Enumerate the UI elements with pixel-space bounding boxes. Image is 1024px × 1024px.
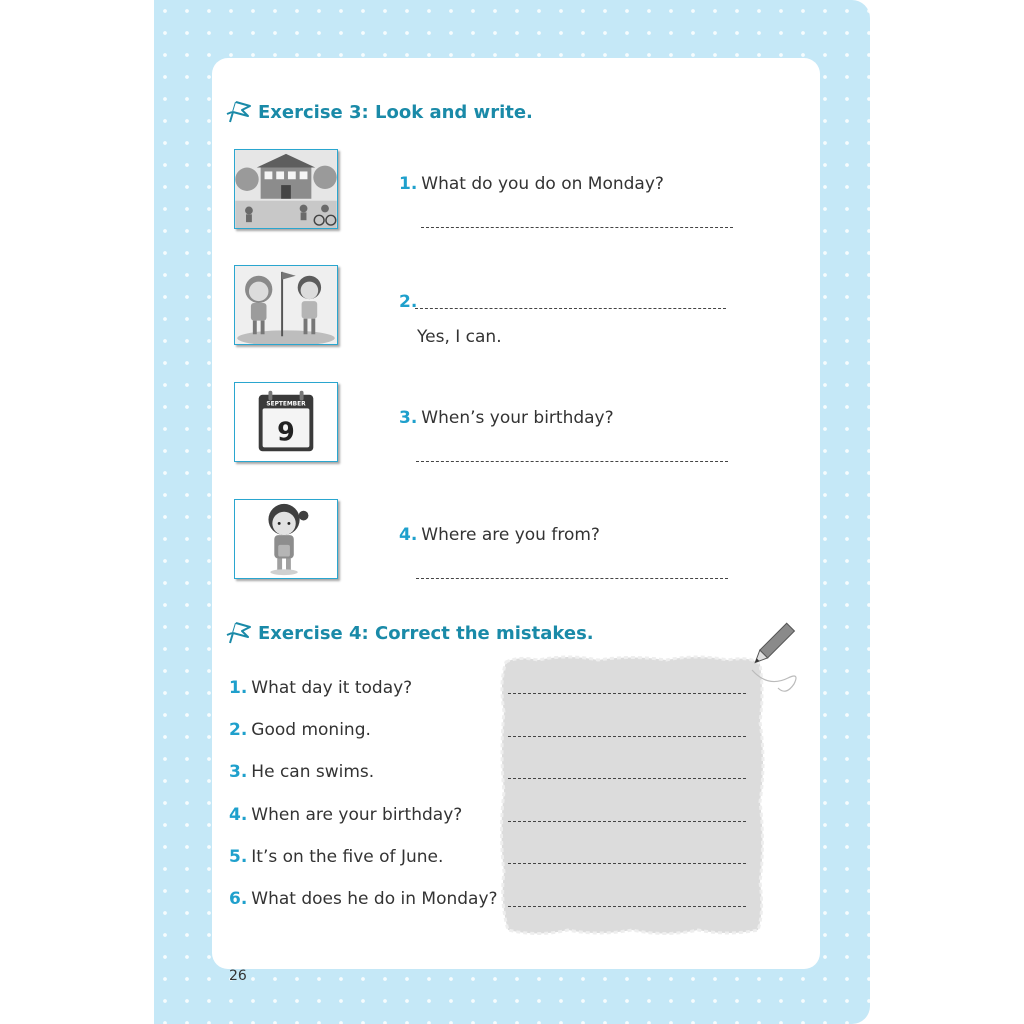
- calendar-day: 9: [277, 416, 295, 447]
- exercise-3-heading: [226, 100, 533, 124]
- exercise-4-item-6: [229, 889, 498, 909]
- exercise-3-question-4: [399, 525, 600, 545]
- children-image: [234, 265, 338, 345]
- calendar-image: [234, 382, 338, 462]
- exercise-3-question-2: [399, 292, 421, 312]
- flag-icon: [226, 100, 254, 124]
- question-number: 4.: [399, 525, 418, 545]
- girl-image: [234, 499, 338, 579]
- item-number: 5.: [229, 847, 248, 867]
- correction-line-4[interactable]: [508, 821, 746, 822]
- answer-box-shape: [498, 652, 766, 938]
- item-number: 3.: [229, 762, 248, 782]
- question-text: When’s your birthday?: [421, 408, 614, 428]
- school-image: [234, 149, 338, 229]
- exercise-4-item-2: [229, 720, 371, 740]
- flag-icon: [226, 621, 254, 645]
- question-number: 1.: [399, 174, 418, 194]
- correction-line-5[interactable]: [508, 863, 746, 864]
- item-number: 1.: [229, 678, 248, 698]
- correction-line-3[interactable]: [508, 778, 746, 779]
- exercise-4-item-5: [229, 847, 443, 867]
- item-text: He can swims.: [251, 762, 375, 782]
- pencil-icon: [738, 618, 800, 698]
- item-text: What day it today?: [251, 678, 413, 698]
- exercise-3-question-3: [399, 408, 614, 428]
- item-number: 4.: [229, 805, 248, 825]
- page-number: 26: [229, 968, 247, 984]
- item-number: 2.: [229, 720, 248, 740]
- question-text: Where are you from?: [421, 525, 600, 545]
- answer-line-3[interactable]: [416, 461, 728, 462]
- item-text: What does he do in Monday?: [251, 889, 498, 909]
- correction-line-2[interactable]: [508, 736, 746, 737]
- exercise-4-item-4: [229, 805, 462, 825]
- girl-illustration: [235, 500, 337, 578]
- children-illustration: [235, 266, 337, 344]
- correction-line-1[interactable]: [508, 693, 746, 694]
- answer-box: [498, 652, 766, 938]
- question-line-2[interactable]: [415, 308, 726, 309]
- exercise-3-title: Exercise 3: Look and write.: [258, 101, 533, 123]
- question-text: What do you do on Monday?: [421, 174, 664, 194]
- item-text: Good moning.: [251, 720, 371, 740]
- item-number: 6.: [229, 889, 248, 909]
- given-answer-2: Yes, I can.: [417, 327, 502, 347]
- item-text: When are your birthday?: [251, 805, 463, 825]
- calendar-month: SEPTEMBER: [266, 401, 306, 408]
- question-number: 3.: [399, 408, 418, 428]
- exercise-3-question-1: [399, 174, 664, 194]
- exercise-4-heading: [226, 621, 594, 645]
- calendar-icon: [235, 383, 337, 461]
- answer-line-4[interactable]: [416, 578, 728, 579]
- item-text: It’s on the five of June.: [251, 847, 444, 867]
- correction-line-6[interactable]: [508, 906, 746, 907]
- exercise-4-item-1: [229, 678, 412, 698]
- school-illustration: [235, 150, 337, 228]
- answer-line-1[interactable]: [421, 227, 733, 228]
- question-number: 2.: [399, 292, 418, 312]
- exercise-4-item-3: [229, 762, 374, 782]
- exercise-4-title: Exercise 4: Correct the mistakes.: [258, 622, 594, 644]
